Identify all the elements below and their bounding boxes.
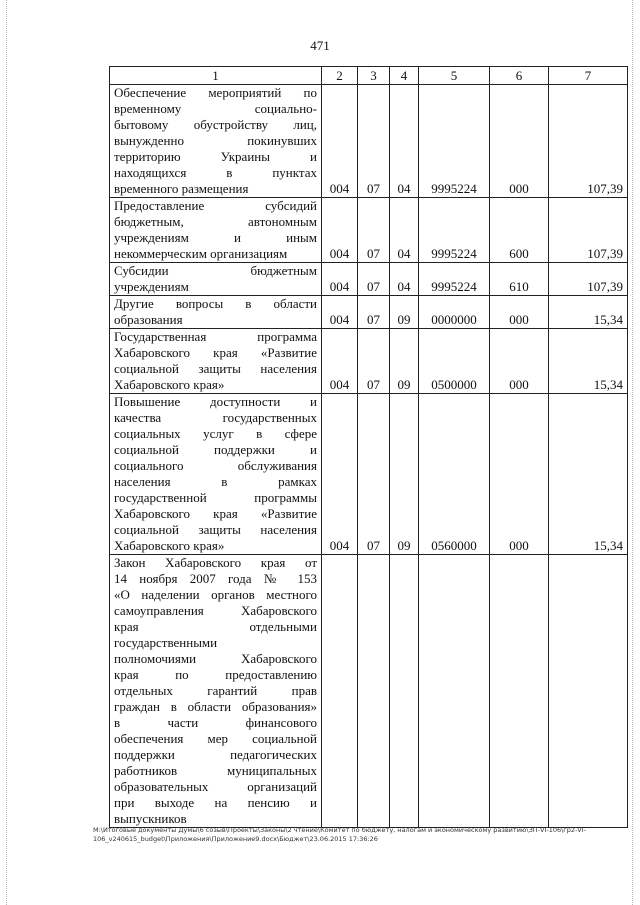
amount-value: 15,34 <box>549 296 628 329</box>
expense-type-code <box>490 555 549 828</box>
left-scan-edge <box>6 0 7 905</box>
header-col-6: 6 <box>490 67 549 85</box>
description-line: временного размещения <box>114 181 249 196</box>
description-line: временному социально- <box>114 101 317 116</box>
row-description <box>110 198 322 263</box>
row-description <box>110 555 322 828</box>
description-line: государственными <box>114 635 218 650</box>
description-line: при выходе на пенсию и <box>114 795 317 810</box>
description-line: Хабаровского края «Развитие <box>114 506 317 521</box>
header-col-4: 4 <box>390 67 419 85</box>
section-code: 07 <box>358 85 390 198</box>
description-line: выпускников <box>114 811 187 826</box>
amount-value: 15,34 <box>549 329 628 394</box>
description-line: Предоставление субсидий <box>114 198 317 213</box>
expense-type-code: 610 <box>490 263 549 296</box>
description-line: качества государственных <box>114 410 317 425</box>
description-line: поддержки педагогических <box>114 747 317 762</box>
table-row <box>110 394 628 555</box>
description-line: Обеспечение мероприятий по <box>114 85 317 100</box>
subsection-code: 09 <box>390 394 419 555</box>
section-code: 07 <box>358 329 390 394</box>
description-line: находящихся в пунктах <box>114 165 317 180</box>
section-code: 07 <box>358 394 390 555</box>
ministry-code: 004 <box>322 85 358 198</box>
subsection-code: 04 <box>390 85 419 198</box>
description-line: граждан в области образования» <box>114 699 317 714</box>
header-col-2: 2 <box>322 67 358 85</box>
description-line: Хабаровского края» <box>114 538 225 553</box>
description-line: «О наделении органов местного <box>114 587 317 602</box>
amount-value: 107,39 <box>549 85 628 198</box>
description-line: образования <box>114 312 183 327</box>
ministry-code: 004 <box>322 296 358 329</box>
description-line: бюджетным, автономным <box>114 214 317 229</box>
section-code: 07 <box>358 263 390 296</box>
table-row <box>110 555 628 828</box>
description-line: социальных услуг в сфере <box>114 426 317 441</box>
expense-type-code: 000 <box>490 394 549 555</box>
amount-value: 15,34 <box>549 394 628 555</box>
description-line: Закон Хабаровского края от <box>114 555 317 570</box>
page-number: 471 <box>310 38 330 53</box>
target-item-code: 0560000 <box>419 394 490 555</box>
description-line: некоммерческим организациям <box>114 246 288 261</box>
description-line: государственной программы <box>114 490 317 505</box>
description-line: самоуправления Хабаровского <box>114 603 317 618</box>
ministry-code <box>322 555 358 828</box>
header-col-3: 3 <box>358 67 390 85</box>
header-col-1: 1 <box>110 67 322 85</box>
footer-line-1: М:\Итоговые документы Думы\6 созыв\Проекты\Законы\2 чтение\Комитет по бюджету, налогам и экономическому развитию\ЗП-VI-106\гр2-VI- <box>93 826 587 834</box>
footer-line-2: 106_v240615_budget\Приложения\Приложение9.docx\Бюджет\23.06.2015 17:36:26 <box>93 835 378 843</box>
description-line: вынужденно покинувших <box>114 133 317 148</box>
description-line: Хабаровского края «Развитие <box>114 345 317 360</box>
description-line: учреждениям и иным <box>114 230 317 245</box>
header-col-7: 7 <box>549 67 628 85</box>
description-line: учреждениям <box>114 279 189 294</box>
description-line: обеспечения мер социальной <box>114 731 317 746</box>
description-line: Другие вопросы в области <box>114 296 317 311</box>
file-path-footer <box>93 826 623 844</box>
subsection-code: 09 <box>390 296 419 329</box>
right-scan-edge <box>632 0 633 905</box>
row-description <box>110 329 322 394</box>
description-line: территорию Украины и <box>114 149 317 164</box>
subsection-code: 04 <box>390 263 419 296</box>
subsection-code <box>390 555 419 828</box>
description-line: социальной защиты населения <box>114 361 317 376</box>
row-description <box>110 296 322 329</box>
row-description <box>110 85 322 198</box>
section-code: 07 <box>358 296 390 329</box>
section-code: 07 <box>358 198 390 263</box>
ministry-code: 004 <box>322 263 358 296</box>
description-line: 14 ноября 2007 года № 153 <box>114 571 317 586</box>
description-line: населения в рамках <box>114 474 317 489</box>
table-row <box>110 296 628 329</box>
target-item-code: 0500000 <box>419 329 490 394</box>
section-code <box>358 555 390 828</box>
description-line: Государственная программа <box>114 329 317 344</box>
description-line: Повышение доступности и <box>114 394 317 409</box>
description-line: полномочиями Хабаровского <box>114 651 317 666</box>
expense-type-code: 000 <box>490 329 549 394</box>
description-line: края по предоставлению <box>114 667 317 682</box>
expense-type-code: 600 <box>490 198 549 263</box>
description-line: края отдельными <box>114 619 317 634</box>
description-line: социального обслуживания <box>114 458 317 473</box>
description-line: образовательных организаций <box>114 779 317 794</box>
header-col-5: 5 <box>419 67 490 85</box>
description-line: в части финансового <box>114 715 317 730</box>
description-line: отдельных гарантий прав <box>114 683 317 698</box>
budget-table <box>109 66 628 828</box>
target-item-code: 9995224 <box>419 263 490 296</box>
expense-type-code: 000 <box>490 85 549 198</box>
expense-type-code: 000 <box>490 296 549 329</box>
row-description <box>110 394 322 555</box>
description-line: социальной поддержки и <box>114 442 317 457</box>
description-line: бытовому обустройству лиц, <box>114 117 317 132</box>
amount-value: 107,39 <box>549 198 628 263</box>
table-header-row <box>110 67 628 85</box>
ministry-code: 004 <box>322 394 358 555</box>
target-item-code: 0000000 <box>419 296 490 329</box>
table-row <box>110 85 628 198</box>
target-item-code: 9995224 <box>419 85 490 198</box>
target-item-code <box>419 555 490 828</box>
target-item-code: 9995224 <box>419 198 490 263</box>
amount-value: 107,39 <box>549 263 628 296</box>
description-line: работников муниципальных <box>114 763 317 778</box>
description-line: социальной защиты населения <box>114 522 317 537</box>
ministry-code: 004 <box>322 198 358 263</box>
subsection-code: 09 <box>390 329 419 394</box>
row-description <box>110 263 322 296</box>
description-line: Субсидии бюджетным <box>114 263 317 278</box>
subsection-code: 04 <box>390 198 419 263</box>
table-row <box>110 263 628 296</box>
amount-value <box>549 555 628 828</box>
description-line: Хабаровского края» <box>114 377 225 392</box>
table-row <box>110 329 628 394</box>
ministry-code: 004 <box>322 329 358 394</box>
table-row <box>110 198 628 263</box>
